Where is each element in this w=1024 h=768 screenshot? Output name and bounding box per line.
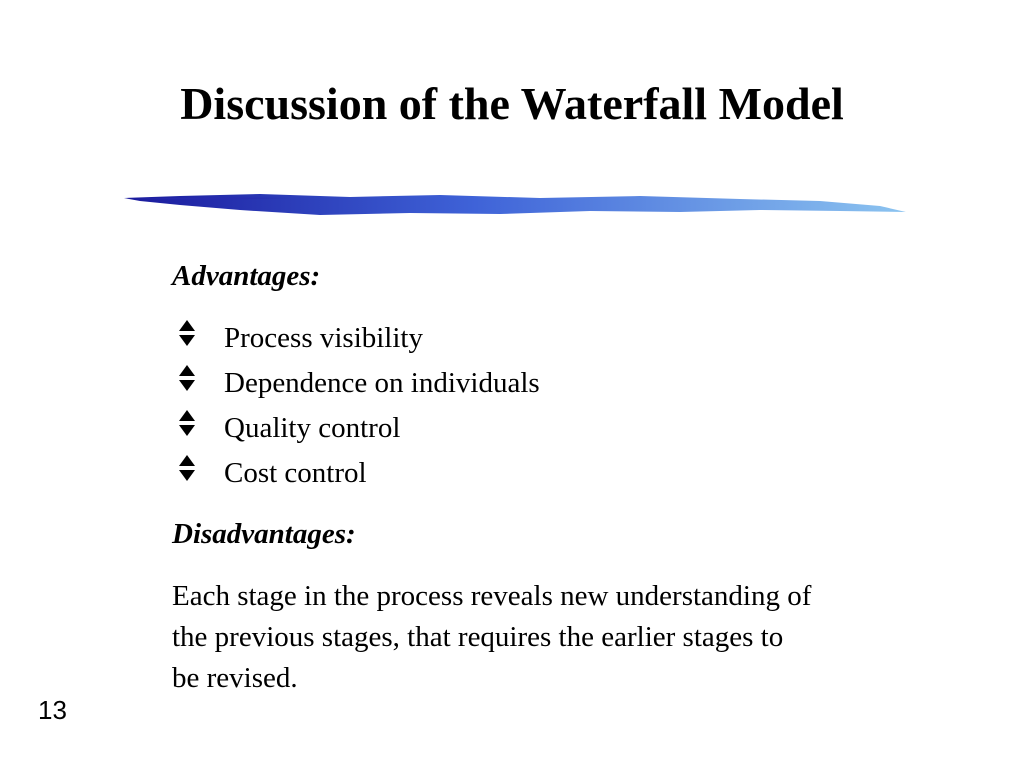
advantage-text: Cost control [224,457,367,489]
list-item [172,453,540,498]
advantage-text: Dependence on individuals [224,367,540,399]
list-item [172,363,540,408]
list-item [172,408,540,453]
advantage-text: Process visibility [224,322,423,354]
disadvantages-paragraph: Each stage in the process reveals new understanding of the previous stages, that requires the earlier stages to be revised. [172,580,812,694]
brush-stroke [124,194,906,215]
diamond-updown-arrow-icon [178,364,196,392]
diamond-updown-arrow-icon [178,319,196,347]
slide-title: Discussion of the Waterfall Model [180,78,844,129]
advantages-list [172,318,540,498]
advantage-text: Quality control [224,412,401,444]
diamond-updown-arrow-icon [178,409,196,437]
disadvantages-heading: Disadvantages: [172,518,356,550]
slide-number: 13 [38,695,67,725]
advantages-heading: Advantages: [172,260,321,292]
list-item [172,318,540,363]
title-brush-underline [120,188,910,224]
diamond-updown-arrow-icon [178,454,196,482]
